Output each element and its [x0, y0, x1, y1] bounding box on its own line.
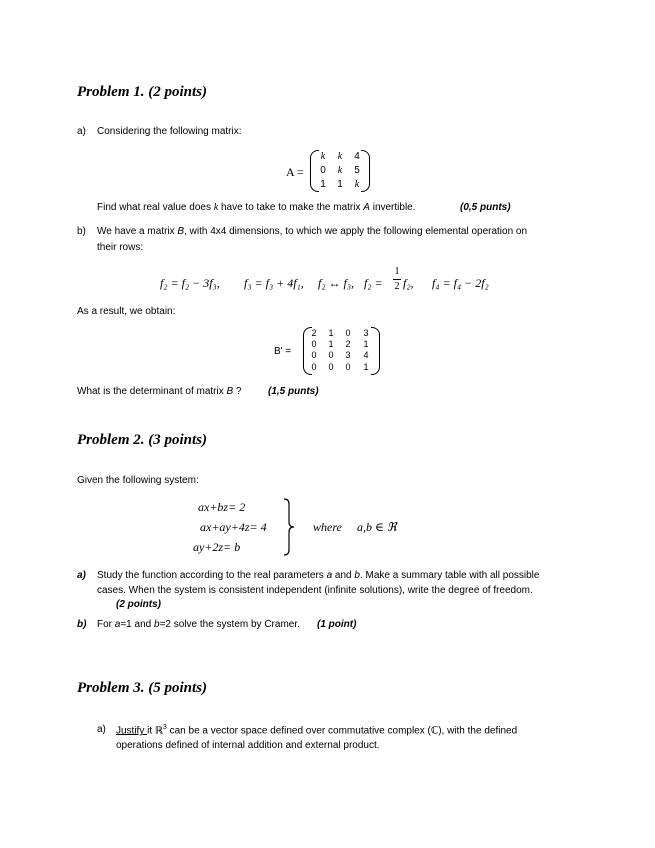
system-eq-1: ax+bz= 2 [198, 500, 246, 514]
matrix-b-cell: 2 [345, 339, 351, 349]
matrix-b-cell: 3 [363, 328, 369, 338]
p1a-marker: a) [77, 126, 86, 137]
p2a-marker: a) [77, 570, 86, 581]
p1b-result: As a result, we obtain: [77, 306, 176, 317]
p2-intro: Given the following system: [77, 475, 199, 486]
matrix-b-prime [303, 327, 380, 375]
problem-2-heading: Problem 2. (3 points) [77, 432, 207, 448]
matrix-b-cell: 0 [311, 350, 317, 360]
op-4-denominator: 2 [394, 281, 400, 292]
op-1: f₂ = f₂ − 3f₃, [160, 276, 220, 290]
matrix-b-cell: 0 [311, 362, 317, 372]
p2b-marker: b) [77, 619, 87, 630]
matrix-b-cell: 3 [345, 350, 351, 360]
op-3: f₂ ↔ f₃, [318, 276, 355, 290]
matrix-a-cell: 4 [354, 151, 360, 162]
matrix-b-cell: 0 [345, 362, 351, 372]
matrix-b-cell: 2 [311, 328, 317, 338]
matrix-a-cell: 5 [354, 165, 360, 176]
matrix-b-cell: 1 [363, 362, 369, 372]
p1a-points: (0,5 punts) [460, 202, 511, 213]
matrix-b-cell: 0 [328, 350, 334, 360]
p1b-points: (1,5 punts) [268, 386, 319, 397]
p3a-marker: a) [97, 724, 106, 735]
matrix-b-label: B' = [274, 346, 292, 357]
p1b-marker: b) [77, 226, 86, 237]
matrix-b-cell: 4 [363, 350, 369, 360]
p2a-points: (2 points) [116, 599, 161, 610]
p1b-question: What is the determinant of matrix B ? [77, 386, 242, 397]
problem-3-heading: Problem 3. (5 points) [77, 680, 207, 696]
matrix-a-cell: 1 [337, 179, 343, 190]
p2a-line1: Study the function according to the real parameters a and b. Make a summary table with all possible [97, 570, 540, 581]
op-5: f₄ = f₄ − 2f₂ [432, 276, 489, 290]
matrix-b-cell: 0 [328, 362, 334, 372]
matrix-b-cell: 1 [328, 339, 334, 349]
matrix-a-cell: k [337, 165, 343, 176]
matrix-b-cell: 1 [363, 339, 369, 349]
op-4-lhs: f₂ = [364, 276, 383, 290]
matrix-b-cell: 0 [311, 339, 317, 349]
p1b-line2: their rows: [97, 242, 144, 253]
p1a-intro: Considering the following matrix: [97, 126, 242, 137]
matrix-a-cell: k [354, 179, 360, 190]
system-where: where [313, 520, 342, 534]
p3a-line1: Justify it ℝ$^3$ can be a vector space defined over commutative complex (ℂ), with the defined [116, 724, 518, 737]
system-condition: a,b ∈ ℜ [357, 520, 397, 534]
matrix-a-label: A = [286, 165, 304, 179]
op-4-rhs: f₂, [403, 276, 414, 290]
op-4-numerator: 1 [394, 266, 400, 277]
p2b-points: (1 point) [317, 619, 357, 630]
matrix-a-cell: k [320, 151, 326, 162]
matrix-a-cell: 1 [320, 179, 326, 190]
p2a-line2: cases. When the system is consistent independent (infinite solutions), write the degree of freedom. [97, 585, 533, 596]
p3a-line2: operations defined of internal addition and external product. [116, 740, 380, 751]
matrix-a-cell: 0 [320, 165, 326, 176]
problem-1-heading: Problem 1. (2 points) [77, 84, 207, 100]
op-4-fraction-bar [393, 279, 401, 280]
p1a-question: Find what real value does k have to take to make the matrix A invertible. [97, 202, 416, 213]
matrix-a [310, 150, 370, 192]
matrix-a-cell: k [337, 151, 343, 162]
system-eq-3: ay+2z= b [193, 540, 241, 554]
system-eq-2: ax+ay+4z= 4 [200, 520, 267, 534]
matrix-b-cell: 1 [328, 328, 334, 338]
p1b-line1: We have a matrix B, with 4x4 dimensions, to which we apply the following elemental operation on [97, 226, 528, 237]
p2b-line: For a=1 and b=2 solve the system by Cramer. [97, 619, 300, 630]
op-2: f₃ = f₃ + 4f₁, [244, 276, 304, 290]
matrix-b-cell: 0 [345, 328, 351, 338]
system-brace [282, 498, 296, 556]
